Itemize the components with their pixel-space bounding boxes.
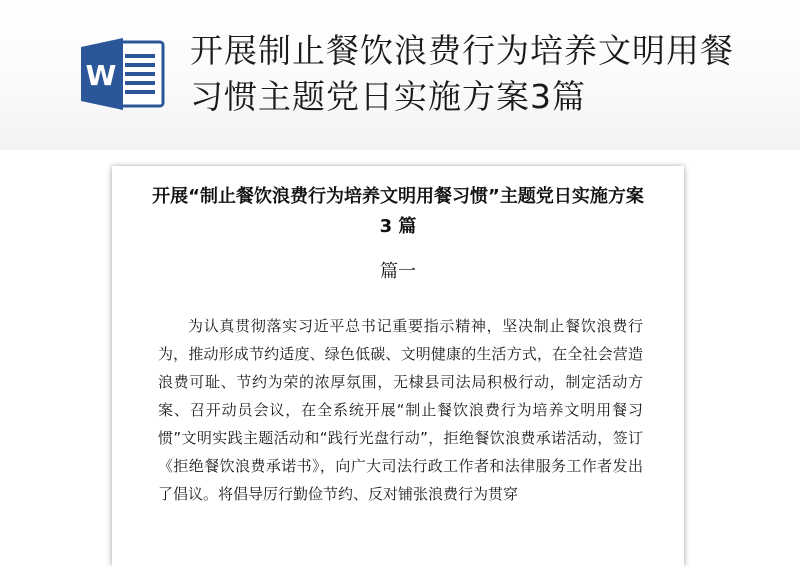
word-icon-letter: W [85,59,117,92]
document-page [112,166,684,566]
banner-title: 开展制止餐饮浪费行为培养文明用餐习惯主题党日实施方案3篇 [190,31,734,116]
section-heading: 篇一 [380,261,416,282]
body-paragraph: 为认真贯彻落实习近平总书记重要指示精神，坚决制止餐饮浪费行为，推动形成节约适度、绿色低碳、文明健康的生活方式，在全社会营造浪费可耻、节约为荣的浓厚氛围，无棣县司法局积极行动，制定活动方案、召开动员会议，在全系统开展“制止餐饮浪费行为培养文明用餐习惯”文明实践主题活动和“践行光盘行动”，拒绝餐饮浪费承诺活动，签订《拒绝餐饮浪费承诺书》，向广大司法行政工作者和法律服务工作者发出了倡议。将倡导厉行勤俭节约、反对铺张浪费行为贯穿 [158,317,643,503]
document-title: 开展“制止餐饮浪费行为培养文明用餐习惯”主题党日实施方案 3 篇 [152,186,644,237]
word-document-icon [79,36,165,112]
banner [0,0,800,150]
